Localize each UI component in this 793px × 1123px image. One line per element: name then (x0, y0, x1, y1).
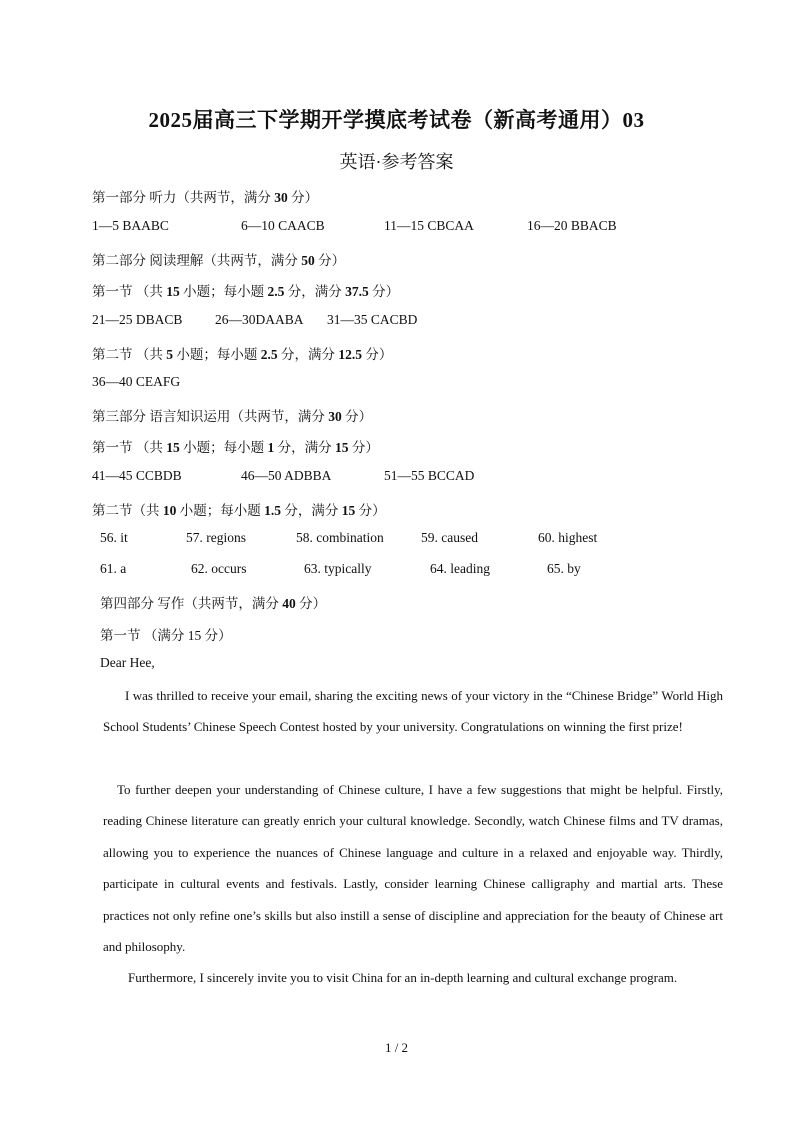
letter-paragraph: Furthermore, I sincerely invite you to visit China for an in-depth learning and cultural exchange program. (128, 970, 678, 985)
answer-group: 41—45 CCBDB (92, 468, 182, 483)
letter-salutation: Dear Hee, (100, 655, 155, 670)
part2-section2-heading: 第二节 （共 5 小题；每小题 2.5 分，满分 12.5 分） (92, 347, 393, 362)
answer-group: 11—15 CBCAA (384, 218, 474, 233)
answer-item: 57. regions (186, 530, 246, 545)
part3-section1-heading: 第一节 （共 15 小题；每小题 1 分，满分 15 分） (92, 440, 379, 455)
answer-group: 31—35 CACBD (327, 312, 418, 327)
answer-item: 60. highest (538, 530, 598, 545)
part4-section1-heading: 第一节 （满分 15 分） (100, 628, 232, 643)
answer-group: 21—25 DBACB (92, 312, 183, 327)
part2-section1-heading: 第一节 （共 15 小题；每小题 2.5 分，满分 37.5 分） (92, 284, 400, 299)
letter-paragraph: I was thrilled to receive your email, sharing the exciting news of your victory in the “Chinese Bridge” World High School Students’ Chinese Speech Contest hosted by your university. Congratulations on winning the first prize! (103, 688, 723, 735)
answer-item: 59. caused (421, 530, 478, 545)
answer-item: 63. typically (304, 561, 372, 576)
part3-heading: 第三部分 语言知识运用（共两节，满分 30 分） (92, 409, 373, 424)
answer-group: 51—55 BCCAD (384, 468, 475, 483)
answer-item: 56. it (100, 530, 128, 545)
page-number: 1 / 2 (384, 1040, 409, 1055)
answer-group: 1—5 BAABC (92, 218, 169, 233)
answer-item: 62. occurs (191, 561, 247, 576)
part2-heading: 第二部分 阅读理解（共两节，满分 50 分） (92, 253, 346, 268)
page-subtitle: 英语·参考答案 (339, 152, 454, 172)
answer-item: 58. combination (296, 530, 384, 545)
letter-paragraph: To further deepen your understanding of Chinese culture, I have a few suggestions that might be helpful. Firstly, reading Chinese literature can greatly enrich your cultural knowledge. Secondly, watch Chinese films and TV dramas, allowing you to experience the nuances of Chinese language and culture in a relaxed and enjoyable way. Thirdly, participate in cultural events and festivals. Lastly, consider learning Chinese calligraphy and martial arts. These practices not only refine one’s skills but also instill a sense of discipline and appreciation for the beauty of Chinese art and philosophy. (103, 782, 723, 955)
answer-group: 6—10 CAACB (241, 218, 325, 233)
answer-group: 26—30DAABA (215, 312, 304, 327)
answer-item: 64. leading (430, 561, 490, 576)
part1-heading: 第一部分 听力（共两节，满分 30 分） (92, 190, 319, 205)
part3-section2-heading: 第二节（共 10 小题；每小题 1.5 分，满分 15 分） (92, 503, 386, 518)
answer-group: 46—50 ADBBA (241, 468, 332, 483)
answer-group: 36—40 CEAFG (92, 374, 181, 389)
answer-item: 65. by (547, 561, 581, 576)
answer-item: 61. a (100, 561, 127, 576)
page-title: 2025届高三下学期开学摸底考试卷（新高考通用）03 (148, 108, 645, 132)
answer-group: 16—20 BBACB (527, 218, 617, 233)
part4-heading: 第四部分 写作（共两节，满分 40 分） (100, 596, 327, 611)
